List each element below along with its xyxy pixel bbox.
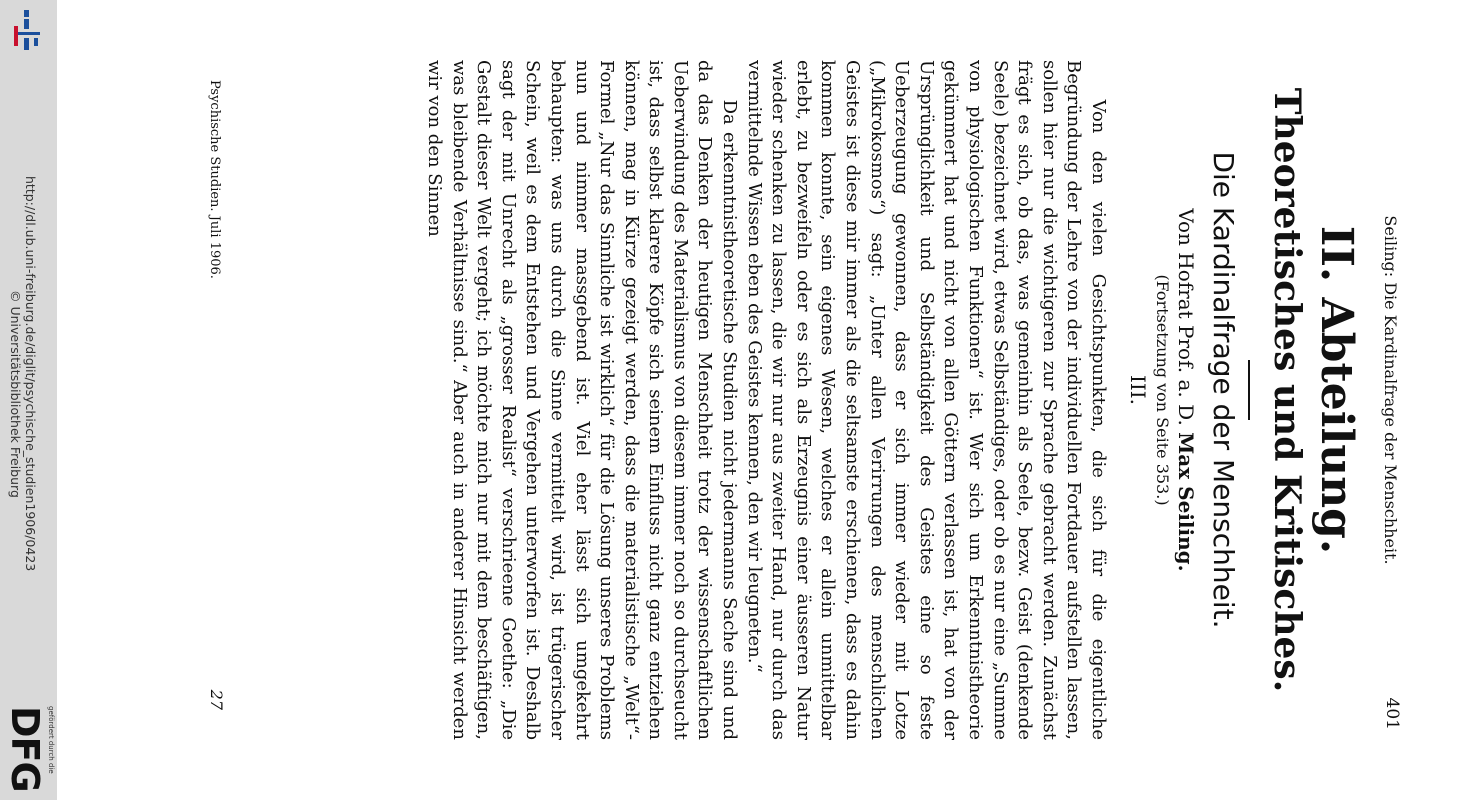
journal-signature: Psychische Studien. Juli 1906. [207,80,222,279]
section-heading: II. Abteilung. [1311,225,1362,555]
sheet-number: 27 [207,689,226,710]
part-number: III. [1126,374,1150,406]
paragraph-1: Von den vielen Gesichtspunkten, die sich für die eigentliche Begründung der Lehre von der individuellen Fortdauer aufstellen lassen, sollen hier nur die wichtigeren zur Sprache gebracht werden. Zunächst frägt es sich, ob das, was gemeinhin als Seele, bezw. Geist (denkende Seele) bezeichnet wird, etwas Selbständiges, oder ob es nur eine „Summe von physiologischen Funktionen“ ist. Wer sich um Erkenntnistheorie gekümmert hat und nicht von allen Göttern verlassen ist, hat von der Ursprünglichkeit und Selbständigkeit des Geistes eine so feste Ueberzeugung gewonnen, dass er sich immer wieder mit Lotze („Mikrokosmos“) sagt: „Unter allen Verirrungen des menschlichen Geistes ist diese mir immer als die seltsamste erschienen, dass es dahin kommen konnte, sein eigenes Wesen, welches er allein unmittelbar erlebt, zu bezweifeln oder es sich als Erzeugnis einer äusseren Natur wieder schenken zu lassen, die wir nur aus zweiter Hand, nur durch das vermittelnde Wissen eben des Geistes kennen, den wir leugneten.“ [743,60,1109,740]
author-name: Max Seiling. [1174,432,1198,572]
article-title: Die Kardinalfrage der Menschheit. [1207,151,1240,629]
document-url[interactable]: http://dl.ub.uni-freiburg.de/diglit/psychische_studien1906/0423 [23,176,38,572]
article-body [421,60,1110,740]
separator-rule [1248,360,1250,420]
continuation-note: (Fortsetzung von Seite 353.) [1153,274,1172,506]
running-head: Seiling: Die Kardinalfrage der Menschheit. [1381,215,1400,565]
dfg-logo-text: DFG [3,706,47,792]
author-prefix: Von Hofrat Prof. a. D. [1174,208,1198,426]
author-line [1174,60,1198,720]
section-subheading: Theoretisches und Kritisches. [1266,87,1308,693]
dfg-funding-note: gefördert durch die [47,706,55,774]
viewer-sidebar [0,0,57,800]
dfg-logo [3,706,55,794]
library-logo-icon [4,8,50,54]
page-number: 401 [1382,697,1402,730]
scanned-page [170,60,1400,760]
copyright-notice: © Universitätsbibliothek Freiburg [8,290,23,498]
paragraph-2: Da erkenntnistheoretische Studien nicht jedermanns Sache sind und da das Denken der heutigen Menschheit trotz der wissenschaftlichen Ueberwindung des Materialismus von diesem immer noch so durchseucht ist, dass selbst klarere Köpfe sich seinem Einfluss nicht ganz entziehen können, mag in Kürze gezeigt werden, dass die materialistische „Welt“-Formel „Nur das Sinnliche ist wirklich“ für die Lösung unseres Problems nun und nimmer massgebend ist. Viel eher lässt sich umgekehrt behaupten: was uns durch die Sinne vermittelt wird, ist trügerischer Schein, weil es dem Entstehen und Vergehen unterworfen ist. Deshalb sagt der mit Unrecht als „grosser Realist“ verschrieene Goethe: „Die Gestalt dieser Welt vergeht; ich möchte mich nur mit dem beschäftigen, was bleibende Verhältnisse sind.“ Aber auch in anderer Hinsicht werden wir von den Sinnen [423,60,741,740]
